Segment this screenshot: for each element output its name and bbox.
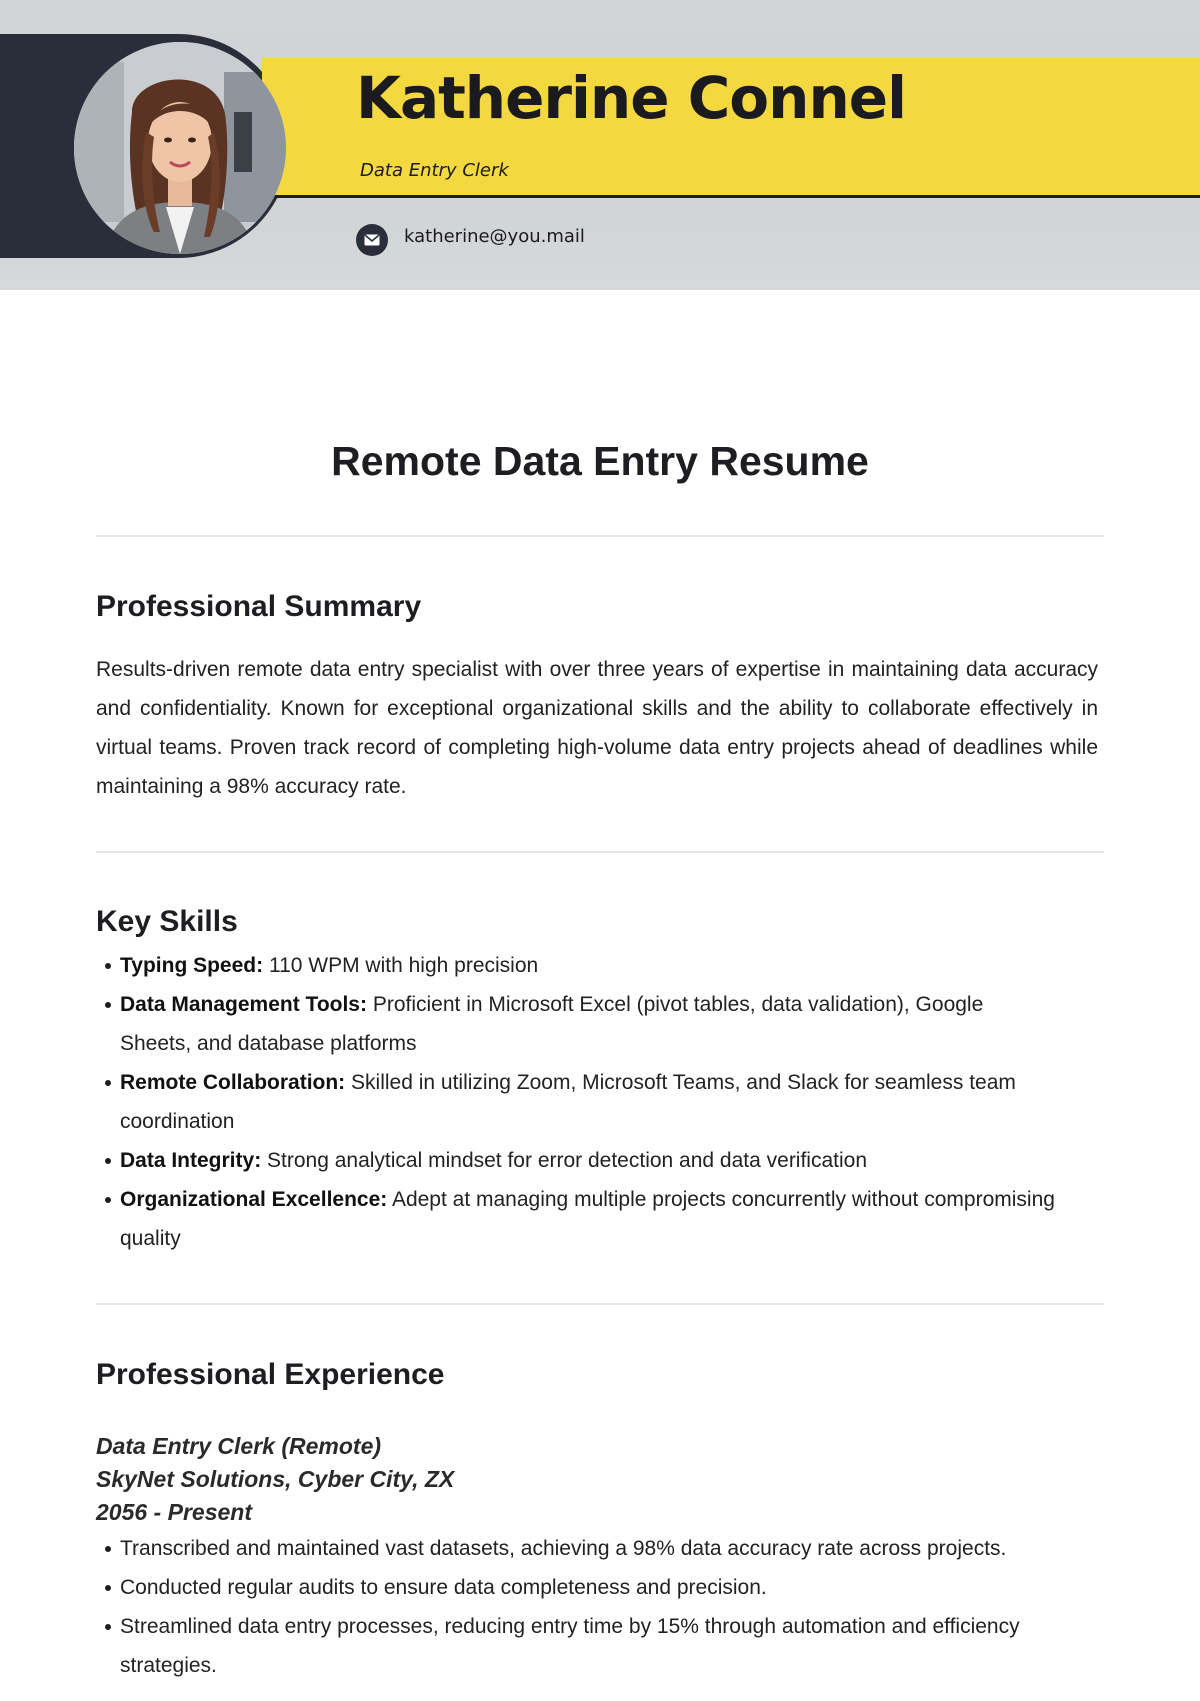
section-divider — [96, 535, 1104, 537]
skill-label: Organizational Excellence: — [120, 1188, 388, 1211]
skills-list — [96, 946, 1056, 1258]
list-item — [96, 985, 1056, 1063]
skill-label: Data Management Tools: — [120, 993, 367, 1016]
skill-text: Skilled in utilizing Zoom, Microsoft Teams, and Slack for seamless team coordination — [120, 1071, 1016, 1133]
list-item — [96, 1180, 1056, 1258]
list-item: Conducted regular audits to ensure data completeness and precision. — [96, 1568, 1056, 1607]
job-period: 2056 - Present — [96, 1499, 252, 1525]
contact-email — [356, 224, 585, 256]
skill-text: Adept at managing multiple projects concurrently without compromising quality — [120, 1188, 1055, 1250]
document-title: Remote Data Entry Resume — [331, 438, 869, 484]
summary-text: Results-driven remote data entry specialist with over three years of expertise in maintaining data accuracy and confidentiality. Known for exceptional organizational skills and the ability to collaborate effectively in virtual teams. Proven track record of completing high-volume data entry projects ahead of deadlines while maintaining a 98% accuracy rate. — [96, 658, 1098, 798]
skills-heading: Key Skills — [96, 905, 238, 938]
section-divider — [96, 851, 1104, 853]
list-item — [96, 1063, 1056, 1141]
skill-text: Strong analytical mindset for error detection and data verification — [261, 1149, 868, 1172]
list-item — [96, 1141, 1056, 1180]
envelope-icon — [356, 224, 388, 256]
skill-label: Data Integrity: — [120, 1149, 262, 1172]
skill-label: Typing Speed: — [120, 954, 264, 977]
portrait-illustration — [74, 42, 286, 254]
profile-photo — [74, 42, 286, 254]
skill-text: Proficient in Microsoft Excel (pivot tables, data validation), Google Sheets, and database platforms — [120, 993, 984, 1055]
resume-header — [0, 0, 1200, 290]
list-item: Transcribed and maintained vast datasets, achieving a 98% data accuracy rate across projects. — [96, 1529, 1056, 1568]
section-divider — [96, 1303, 1104, 1305]
list-item — [96, 946, 1056, 985]
job-entry — [96, 1430, 454, 1529]
job-role: Data Entry Clerk (Remote) — [96, 1433, 382, 1459]
summary-heading: Professional Summary — [96, 590, 422, 623]
candidate-name: Katherine Connel — [356, 64, 906, 132]
experience-heading: Professional Experience — [96, 1358, 445, 1391]
candidate-job-title: Data Entry Clerk — [360, 160, 509, 181]
list-item: Streamlined data entry processes, reducing entry time by 15% through automation and efficiency strategies. — [96, 1607, 1056, 1685]
job-company: SkyNet Solutions, Cyber City, ZX — [96, 1466, 455, 1492]
header-divider — [262, 195, 1200, 198]
skill-text: 110 WPM with high precision — [263, 954, 539, 977]
skill-label: Remote Collaboration: — [120, 1071, 346, 1094]
job-duties-list — [96, 1529, 1056, 1685]
email-address: katherine@you.mail — [404, 225, 585, 247]
